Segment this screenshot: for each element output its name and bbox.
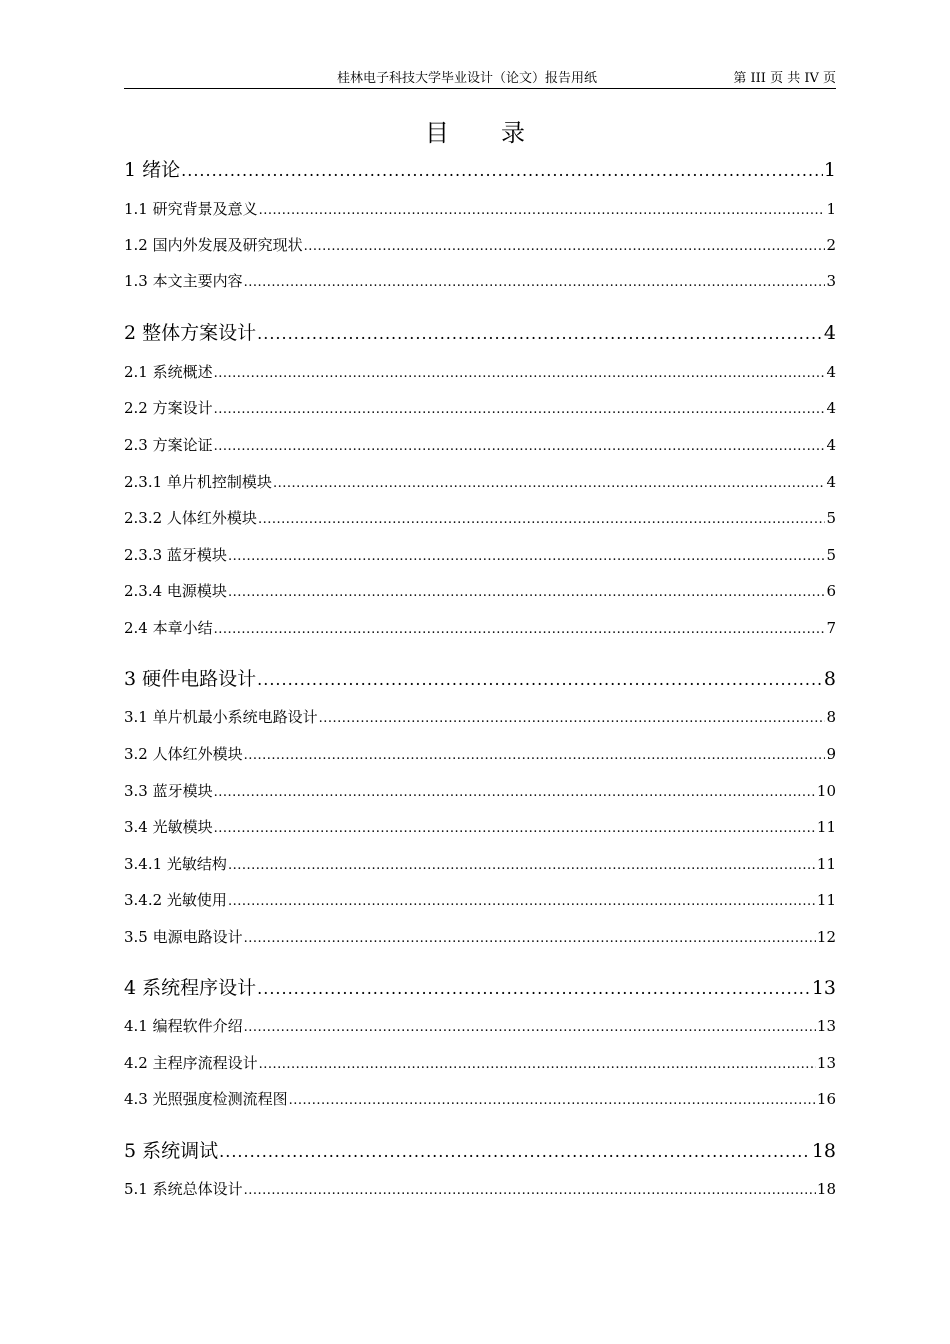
toc-entry[interactable] [124, 1136, 836, 1163]
toc-entry[interactable] [124, 1088, 836, 1109]
toc-entry[interactable] [124, 544, 836, 565]
toc-entry-label: 2.1 系统概述 [124, 363, 213, 381]
toc-dot-leader [244, 931, 816, 946]
toc-entry[interactable] [124, 664, 836, 691]
toc-entry-label: 3.4 光敏模块 [124, 818, 213, 836]
toc-dot-leader [257, 670, 823, 689]
toc-entry[interactable] [124, 853, 836, 874]
toc-entry-label: 5.1 系统总体设计 [124, 1180, 243, 1198]
toc-entry[interactable] [124, 743, 836, 764]
toc-entry[interactable] [124, 926, 836, 947]
toc-entry-page: 18 [811, 1140, 836, 1162]
toc-entry-page: 4 [826, 399, 836, 417]
toc-entry[interactable] [124, 361, 836, 382]
toc-entry-page: 8 [826, 708, 836, 726]
toc-entry[interactable] [124, 617, 836, 638]
toc-entry-page: 5 [826, 546, 836, 564]
toc-entry-label: 1.2 国内外发展及研究现状 [124, 236, 303, 254]
toc-entry-label: 3.5 电源电路设计 [124, 928, 243, 946]
toc-entry-label: 4.2 主程序流程设计 [124, 1054, 258, 1072]
page-header [124, 66, 836, 89]
toc-dot-leader [228, 549, 826, 564]
toc-dot-leader [228, 585, 826, 600]
toc-entry-page: 4 [826, 473, 836, 491]
toc-entry-label: 3.4.1 光敏结构 [124, 855, 227, 873]
toc-dot-leader [181, 161, 823, 180]
toc-entry[interactable] [124, 198, 836, 219]
toc-entry-page: 11 [816, 818, 836, 836]
toc-dot-leader [214, 366, 826, 381]
toc-entry-page: 3 [826, 272, 836, 290]
toc-entry[interactable] [124, 318, 836, 345]
toc-entry[interactable] [124, 706, 836, 727]
toc-entry-page: 13 [816, 1017, 836, 1035]
toc-entry-page: 7 [826, 619, 836, 637]
toc-entry[interactable] [124, 1178, 836, 1199]
toc-entry-page: 9 [826, 745, 836, 763]
toc-entry-label: 2.2 方案设计 [124, 399, 213, 417]
toc-dot-leader [214, 402, 826, 417]
toc-dot-leader [214, 821, 816, 836]
toc-entry-page: 8 [823, 668, 836, 690]
toc-entry-label: 1.3 本文主要内容 [124, 272, 243, 290]
toc-entry[interactable] [124, 1015, 836, 1036]
toc-entry[interactable] [124, 155, 836, 182]
toc-entry-label: 3.4.2 光敏使用 [124, 891, 227, 909]
toc-entry[interactable] [124, 816, 836, 837]
toc-entry[interactable] [124, 1052, 836, 1073]
toc-dot-leader [219, 1142, 811, 1161]
toc-entry[interactable] [124, 434, 836, 455]
toc-entry[interactable] [124, 973, 836, 1000]
toc-entry-page: 1 [826, 200, 836, 218]
header-school-title: 桂林电子科技大学毕业设计（论文）报告用纸 [337, 71, 598, 86]
toc-entry-label: 4.1 编程软件介绍 [124, 1017, 243, 1035]
toc-entry-page: 4 [823, 322, 836, 344]
toc-entry-page: 5 [826, 509, 836, 527]
toc-dot-leader [259, 203, 826, 218]
toc-entry-label: 1.1 研究背景及意义 [124, 200, 258, 218]
toc-entry-label: 3 硬件电路设计 [124, 668, 257, 690]
toc-entry-page: 11 [816, 891, 836, 909]
toc-dot-leader [319, 711, 826, 726]
toc-entry-label: 2.3.3 蓝牙模块 [124, 546, 227, 564]
toc-entry[interactable] [124, 889, 836, 910]
toc-entry[interactable] [124, 780, 836, 801]
toc-entry-page: 6 [826, 582, 836, 600]
header-page-info: 第 III 页 共 IV 页 [733, 71, 836, 86]
toc-dot-leader [244, 1020, 816, 1035]
toc-entry-label: 2.3 方案论证 [124, 436, 213, 454]
toc-dot-leader [273, 476, 826, 491]
toc-entry[interactable] [124, 507, 836, 528]
toc-entry-label: 3.1 单片机最小系统电路设计 [124, 708, 318, 726]
toc-entry-page: 11 [816, 855, 836, 873]
toc-entry-label: 2.3.4 电源模块 [124, 582, 227, 600]
toc-entry-page: 4 [826, 436, 836, 454]
toc-entry-page: 13 [816, 1054, 836, 1072]
toc-entry-label: 2.4 本章小结 [124, 619, 213, 637]
toc-dot-leader [304, 239, 826, 254]
toc-entry-page: 1 [823, 159, 836, 181]
toc-entry-page: 4 [826, 363, 836, 381]
toc-dot-leader [228, 858, 816, 873]
toc-entry-label: 1 绪论 [124, 159, 181, 181]
toc-entry-page: 12 [816, 928, 836, 946]
toc-dot-leader [244, 275, 826, 290]
toc-entry-label: 4 系统程序设计 [124, 977, 257, 999]
toc-entry[interactable] [124, 270, 836, 291]
toc-dot-leader [214, 622, 826, 637]
toc-entry-page: 10 [816, 782, 836, 800]
toc-dot-leader [214, 785, 816, 800]
toc-entry-label: 2.3.2 人体红外模块 [124, 509, 257, 527]
toc-dot-leader [258, 512, 826, 527]
toc-entry-label: 3.3 蓝牙模块 [124, 782, 213, 800]
toc-dot-leader [289, 1093, 816, 1108]
toc-title: 目录 [425, 119, 577, 147]
toc-entry-page: 2 [826, 236, 836, 254]
toc-dot-leader [214, 439, 826, 454]
toc-dot-leader [259, 1057, 816, 1072]
toc-dot-leader [244, 1183, 816, 1198]
toc-entry-label: 3.2 人体红外模块 [124, 745, 243, 763]
toc-entry-page: 13 [811, 977, 836, 999]
toc-dot-leader [257, 324, 823, 343]
toc-dot-leader [257, 979, 811, 998]
toc-entry-label: 2.3.1 单片机控制模块 [124, 473, 272, 491]
toc-dot-leader [244, 748, 826, 763]
toc-entry-page: 18 [816, 1180, 836, 1198]
toc-entry[interactable] [124, 397, 836, 418]
toc-entry-label: 5 系统调试 [124, 1140, 219, 1162]
toc-entry[interactable] [124, 580, 836, 601]
toc-entry-label: 2 整体方案设计 [124, 322, 257, 344]
toc-entry[interactable] [124, 471, 836, 492]
toc-dot-leader [228, 894, 816, 909]
toc-entry-label: 4.3 光照强度检测流程图 [124, 1090, 288, 1108]
toc-entry-page: 16 [816, 1090, 836, 1108]
toc-entry[interactable] [124, 234, 836, 255]
